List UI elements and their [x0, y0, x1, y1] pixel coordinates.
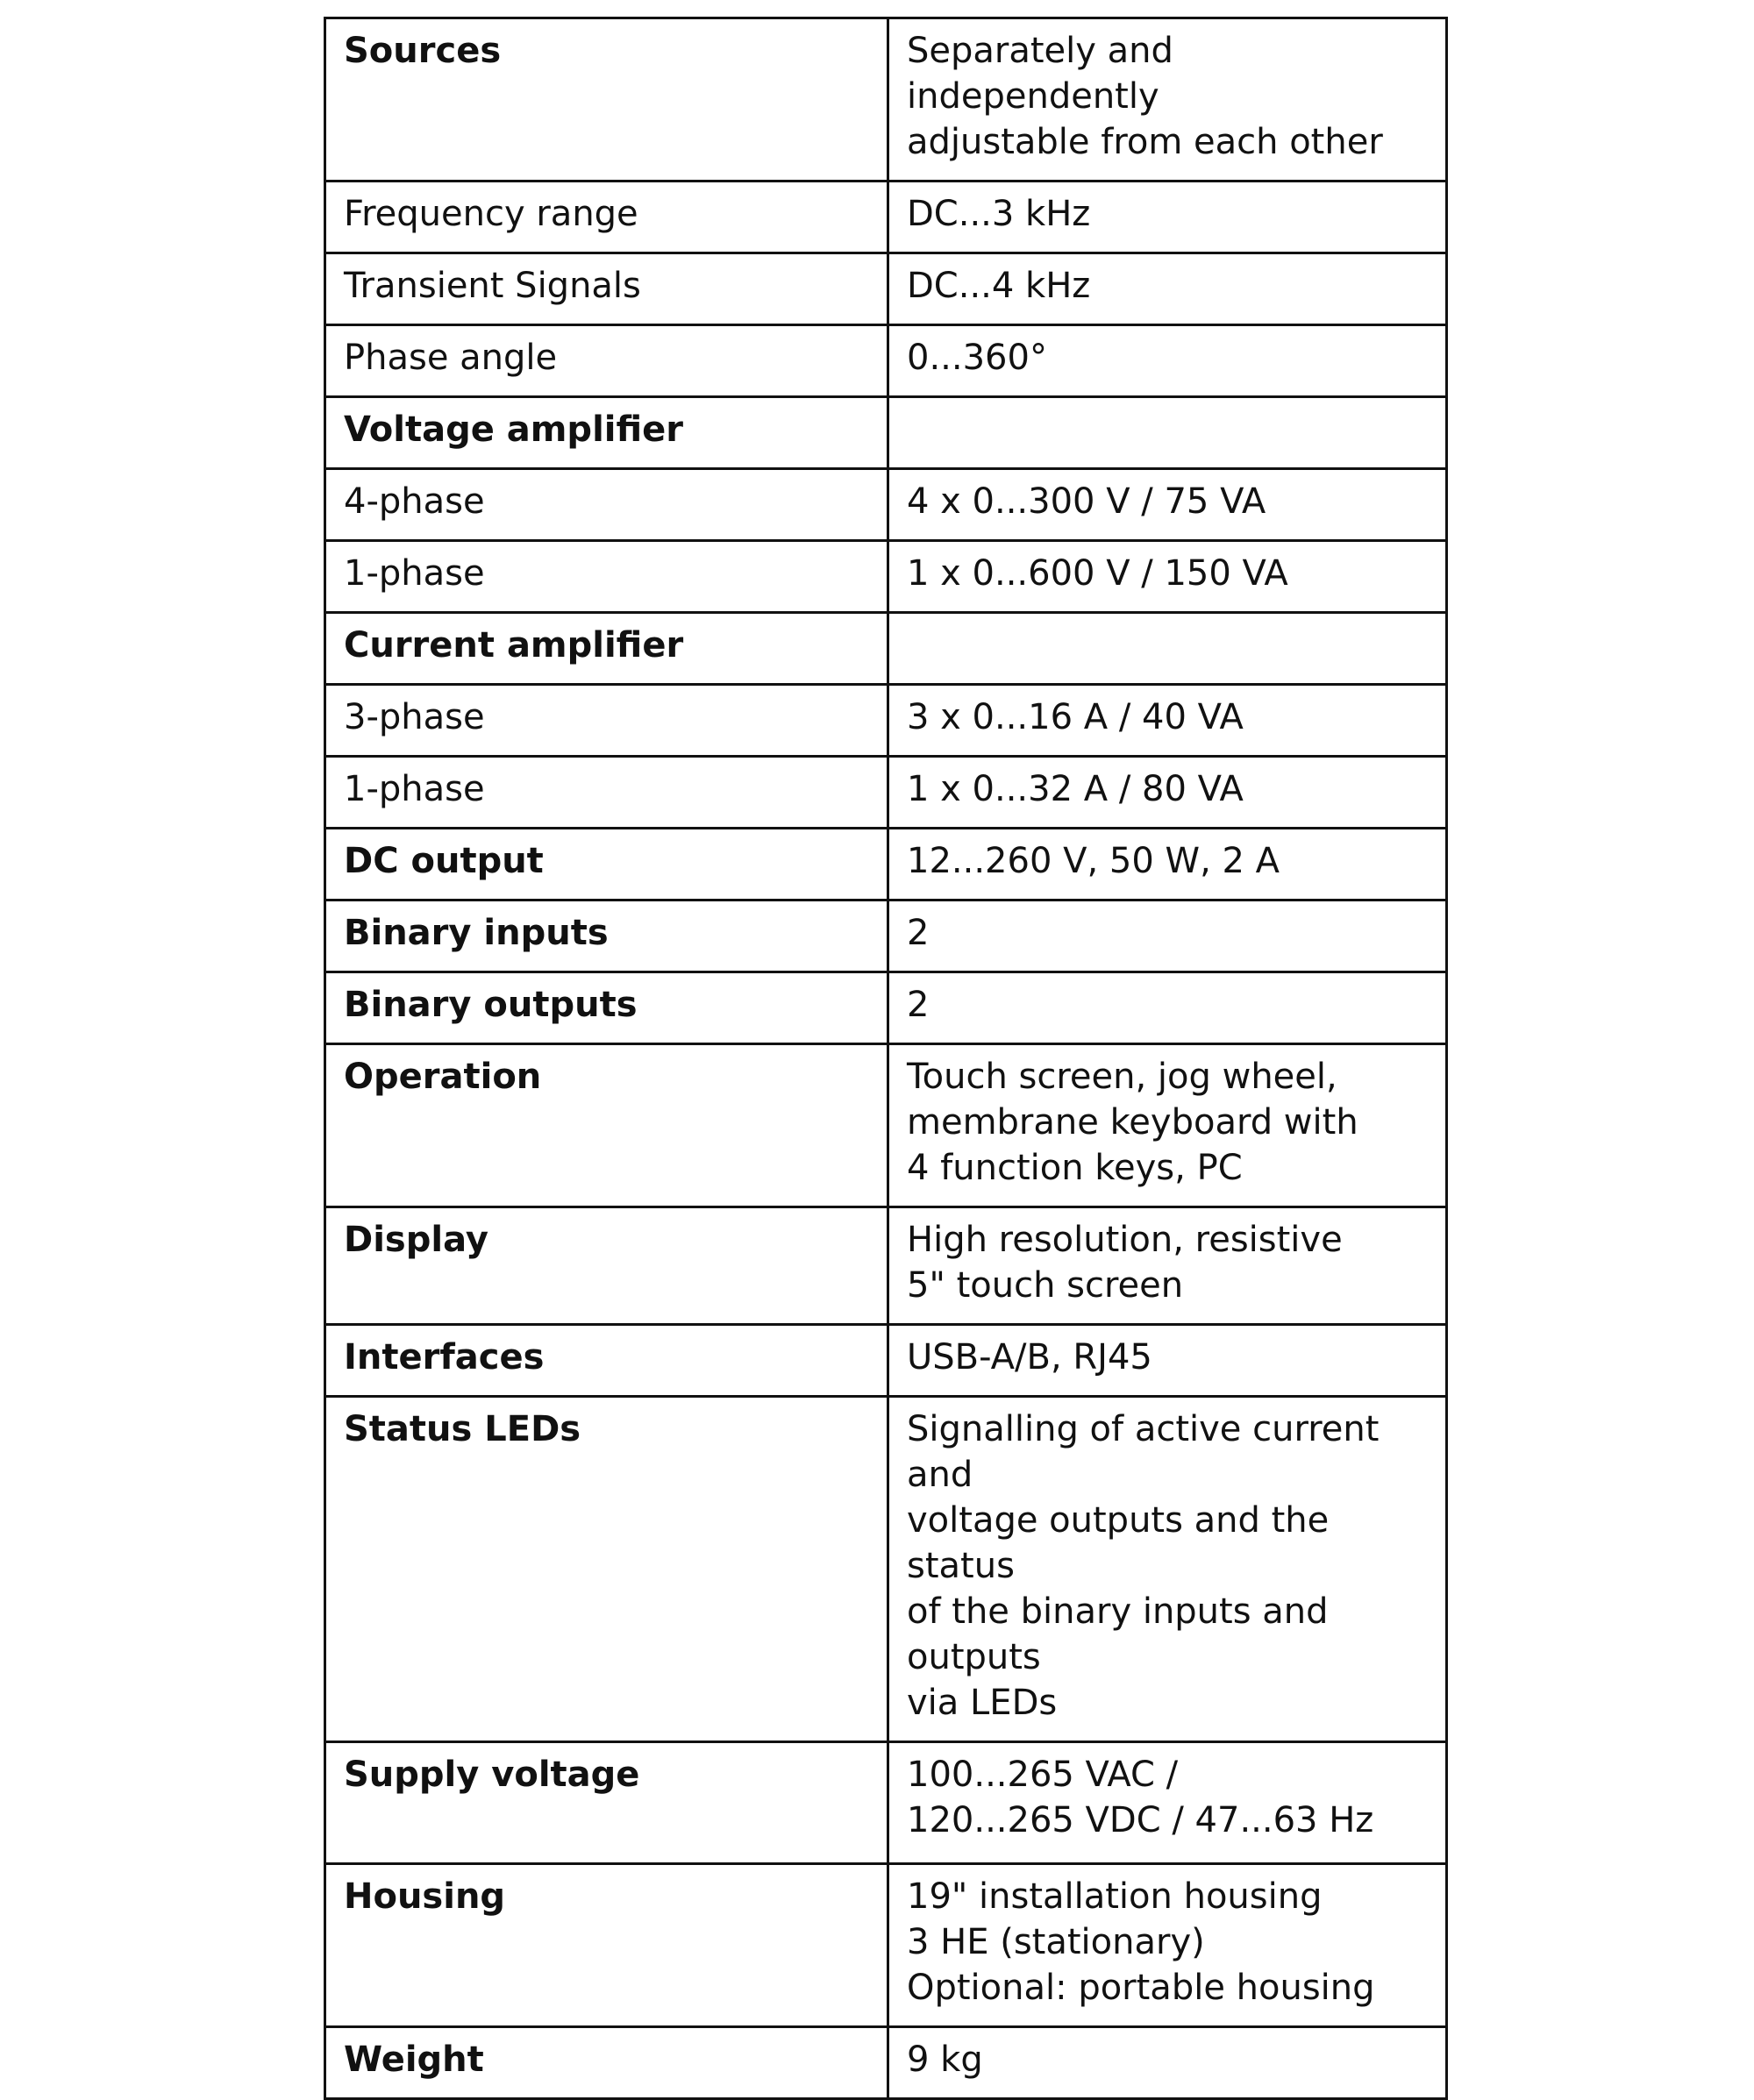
row-value: 3 x 0...16 A / 40 VA	[888, 685, 1447, 757]
row-label: 1-phase	[325, 757, 888, 829]
row-label: Binary inputs	[325, 901, 888, 972]
row-label: 1-phase	[325, 541, 888, 613]
row-label: Transient Signals	[325, 253, 888, 325]
table-row	[325, 2027, 1447, 2099]
row-value: 1 x 0...600 V / 150 VA	[888, 541, 1447, 613]
row-value: 100...265 VAC / 120...265 VDC / 47...63 Hz	[888, 1742, 1447, 1864]
row-value: 0...360°	[888, 325, 1447, 397]
table-row	[325, 253, 1447, 325]
row-label: Binary outputs	[325, 972, 888, 1044]
row-label: Interfaces	[325, 1325, 888, 1397]
table-row	[325, 1864, 1447, 2027]
table-row	[325, 757, 1447, 829]
table-row	[325, 397, 1447, 469]
row-value: 12...260 V, 50 W, 2 A	[888, 829, 1447, 901]
table-row	[325, 972, 1447, 1044]
row-value: 4 x 0...300 V / 75 VA	[888, 469, 1447, 541]
row-value	[888, 397, 1447, 469]
row-value: DC...4 kHz	[888, 253, 1447, 325]
row-label: Voltage amplifier	[325, 397, 888, 469]
row-value: 19" installation housing 3 HE (stationary) Optional: portable housing	[888, 1864, 1447, 2027]
table-row	[325, 613, 1447, 685]
row-label: Current amplifier	[325, 613, 888, 685]
row-label: Weight	[325, 2027, 888, 2099]
table-row	[325, 901, 1447, 972]
row-value: DC...3 kHz	[888, 182, 1447, 253]
row-value: High resolution, resistive 5" touch screen	[888, 1207, 1447, 1325]
row-label: DC output	[325, 829, 888, 901]
row-label: Status LEDs	[325, 1397, 888, 1742]
row-value: Signalling of active current and voltage outputs and the status of the binary inputs and outputs via LEDs	[888, 1397, 1447, 1742]
row-label: Phase angle	[325, 325, 888, 397]
row-value: Touch screen, jog wheel, membrane keyboard with 4 function keys, PC	[888, 1044, 1447, 1207]
table-row	[325, 1742, 1447, 1864]
row-value: 2	[888, 972, 1447, 1044]
row-value: USB-A/B, RJ45	[888, 1325, 1447, 1397]
specification-table	[324, 17, 1448, 2100]
row-label: Frequency range	[325, 182, 888, 253]
table-row	[325, 829, 1447, 901]
table-row	[325, 18, 1447, 182]
table-row	[325, 1325, 1447, 1397]
row-label: Supply voltage	[325, 1742, 888, 1864]
table-row	[325, 541, 1447, 613]
row-label: Display	[325, 1207, 888, 1325]
table-row	[325, 1207, 1447, 1325]
row-label: 3-phase	[325, 685, 888, 757]
row-label: Housing	[325, 1864, 888, 2027]
row-value	[888, 613, 1447, 685]
row-label: Operation	[325, 1044, 888, 1207]
row-value: 2	[888, 901, 1447, 972]
table-row	[325, 685, 1447, 757]
table-row	[325, 1044, 1447, 1207]
table-row	[325, 182, 1447, 253]
row-label: Sources	[325, 18, 888, 182]
table-row	[325, 1397, 1447, 1742]
row-value: 9 kg	[888, 2027, 1447, 2099]
row-value: 1 x 0...32 A / 80 VA	[888, 757, 1447, 829]
table-row	[325, 325, 1447, 397]
row-value: Separately and independently adjustable from each other	[888, 18, 1447, 182]
row-label: 4-phase	[325, 469, 888, 541]
table-row	[325, 469, 1447, 541]
